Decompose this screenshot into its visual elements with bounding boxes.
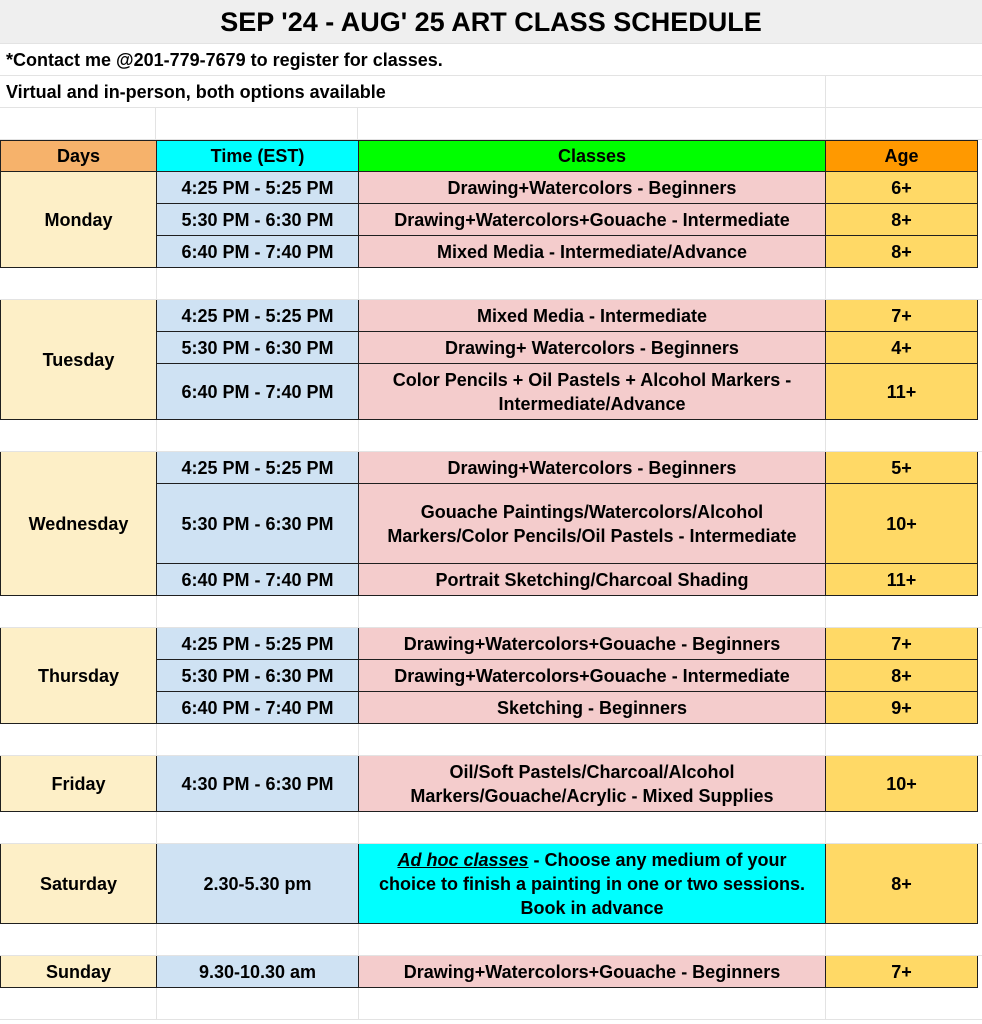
time-cell[interactable]: 6:40 PM - 7:40 PM: [157, 236, 359, 268]
day-label-tuesday[interactable]: Tuesday: [0, 300, 157, 420]
empty-cell[interactable]: [826, 924, 982, 956]
age-cell[interactable]: 8+: [826, 844, 978, 924]
empty-cell[interactable]: [826, 596, 982, 628]
empty-cell[interactable]: [0, 988, 157, 1020]
empty-cell[interactable]: [156, 108, 358, 140]
class-description: [369, 848, 815, 920]
time-cell[interactable]: 6:40 PM - 7:40 PM: [157, 364, 359, 420]
empty-cell[interactable]: [359, 268, 826, 300]
empty-cell[interactable]: [359, 988, 826, 1020]
class-cell[interactable]: Gouache Paintings/Watercolors/Alcohol Markers/Color Pencils/Oil Pastels - Intermediate: [359, 484, 826, 564]
age-cell[interactable]: 10+: [826, 756, 978, 812]
empty-cell[interactable]: [359, 924, 826, 956]
empty-cell[interactable]: [826, 724, 982, 756]
age-cell[interactable]: 4+: [826, 332, 978, 364]
age-cell[interactable]: 7+: [826, 628, 978, 660]
time-cell[interactable]: 5:30 PM - 6:30 PM: [157, 660, 359, 692]
time-cell[interactable]: 2.30-5.30 pm: [157, 844, 359, 924]
empty-cell[interactable]: [826, 268, 982, 300]
class-text: - Choose any medium of your choice to finish a painting in one or two sessions. Book in advance: [378, 849, 806, 918]
empty-cell[interactable]: [157, 812, 359, 844]
time-cell[interactable]: 4:30 PM - 6:30 PM: [157, 756, 359, 812]
empty-cell[interactable]: [826, 988, 982, 1020]
day-label-thursday[interactable]: Thursday: [0, 628, 157, 724]
class-cell[interactable]: [359, 844, 826, 924]
time-cell[interactable]: 9.30-10.30 am: [157, 956, 359, 988]
empty-cell[interactable]: [826, 76, 982, 108]
age-cell[interactable]: 6+: [826, 172, 978, 204]
empty-cell[interactable]: [358, 108, 826, 140]
day-label-saturday[interactable]: Saturday: [0, 844, 157, 924]
header-time[interactable]: Time (EST): [157, 140, 359, 172]
header-classes[interactable]: Classes: [359, 140, 826, 172]
class-cell[interactable]: Mixed Media - Intermediate/Advance: [359, 236, 826, 268]
age-cell[interactable]: 8+: [826, 660, 978, 692]
empty-cell[interactable]: [359, 420, 826, 452]
contact-note[interactable]: *Contact me @201-779-7679 to register for classes.: [0, 44, 982, 76]
class-cell[interactable]: Drawing+ Watercolors - Beginners: [359, 332, 826, 364]
empty-cell[interactable]: [826, 420, 982, 452]
empty-cell[interactable]: [826, 812, 982, 844]
class-cell[interactable]: Oil/Soft Pastels/Charcoal/Alcohol Markers/Gouache/Acrylic - Mixed Supplies: [359, 756, 826, 812]
age-cell[interactable]: 11+: [826, 564, 978, 596]
empty-cell[interactable]: [359, 812, 826, 844]
empty-cell[interactable]: [157, 924, 359, 956]
age-cell[interactable]: 5+: [826, 452, 978, 484]
empty-cell[interactable]: [0, 596, 157, 628]
class-cell[interactable]: Drawing+Watercolors+Gouache - Intermediate: [359, 204, 826, 236]
header-days[interactable]: Days: [0, 140, 157, 172]
time-cell[interactable]: 5:30 PM - 6:30 PM: [157, 332, 359, 364]
time-cell[interactable]: 4:25 PM - 5:25 PM: [157, 172, 359, 204]
age-cell[interactable]: 7+: [826, 300, 978, 332]
empty-cell[interactable]: [359, 596, 826, 628]
time-cell[interactable]: 5:30 PM - 6:30 PM: [157, 204, 359, 236]
class-cell[interactable]: Portrait Sketching/Charcoal Shading: [359, 564, 826, 596]
empty-cell[interactable]: [0, 724, 157, 756]
age-cell[interactable]: 8+: [826, 204, 978, 236]
time-cell[interactable]: 6:40 PM - 7:40 PM: [157, 564, 359, 596]
day-label-friday[interactable]: Friday: [0, 756, 157, 812]
time-cell[interactable]: 4:25 PM - 5:25 PM: [157, 300, 359, 332]
empty-cell[interactable]: [0, 268, 157, 300]
options-note[interactable]: Virtual and in-person, both options available: [0, 76, 826, 108]
empty-cell[interactable]: [826, 108, 982, 140]
class-cell[interactable]: Drawing+Watercolors - Beginners: [359, 452, 826, 484]
empty-cell[interactable]: [157, 988, 359, 1020]
day-label-monday[interactable]: Monday: [0, 172, 157, 268]
age-cell[interactable]: 7+: [826, 956, 978, 988]
adhoc-classes-link[interactable]: Ad hoc classes: [397, 849, 529, 870]
day-label-sunday[interactable]: Sunday: [0, 956, 157, 988]
day-label-wednesday[interactable]: Wednesday: [0, 452, 157, 596]
time-cell[interactable]: 4:25 PM - 5:25 PM: [157, 628, 359, 660]
empty-cell[interactable]: [0, 420, 157, 452]
class-cell[interactable]: Sketching - Beginners: [359, 692, 826, 724]
class-cell[interactable]: Drawing+Watercolors - Beginners: [359, 172, 826, 204]
empty-cell[interactable]: [157, 268, 359, 300]
class-cell[interactable]: Color Pencils + Oil Pastels + Alcohol Markers - Intermediate/Advance: [359, 364, 826, 420]
class-cell[interactable]: Drawing+Watercolors+Gouache - Intermediate: [359, 660, 826, 692]
empty-cell[interactable]: [0, 108, 156, 140]
class-cell[interactable]: Drawing+Watercolors+Gouache - Beginners: [359, 628, 826, 660]
class-cell[interactable]: Drawing+Watercolors+Gouache - Beginners: [359, 956, 826, 988]
empty-cell[interactable]: [359, 724, 826, 756]
time-cell[interactable]: 5:30 PM - 6:30 PM: [157, 484, 359, 564]
empty-cell[interactable]: [157, 724, 359, 756]
age-cell[interactable]: 10+: [826, 484, 978, 564]
empty-cell[interactable]: [0, 924, 157, 956]
empty-cell[interactable]: [157, 420, 359, 452]
age-cell[interactable]: 11+: [826, 364, 978, 420]
class-cell[interactable]: Mixed Media - Intermediate: [359, 300, 826, 332]
header-age[interactable]: Age: [826, 140, 978, 172]
age-cell[interactable]: 8+: [826, 236, 978, 268]
age-cell[interactable]: 9+: [826, 692, 978, 724]
schedule-title[interactable]: SEP '24 - AUG' 25 ART CLASS SCHEDULE: [0, 0, 982, 44]
empty-cell[interactable]: [157, 596, 359, 628]
time-cell[interactable]: 4:25 PM - 5:25 PM: [157, 452, 359, 484]
empty-cell[interactable]: [0, 812, 157, 844]
time-cell[interactable]: 6:40 PM - 7:40 PM: [157, 692, 359, 724]
